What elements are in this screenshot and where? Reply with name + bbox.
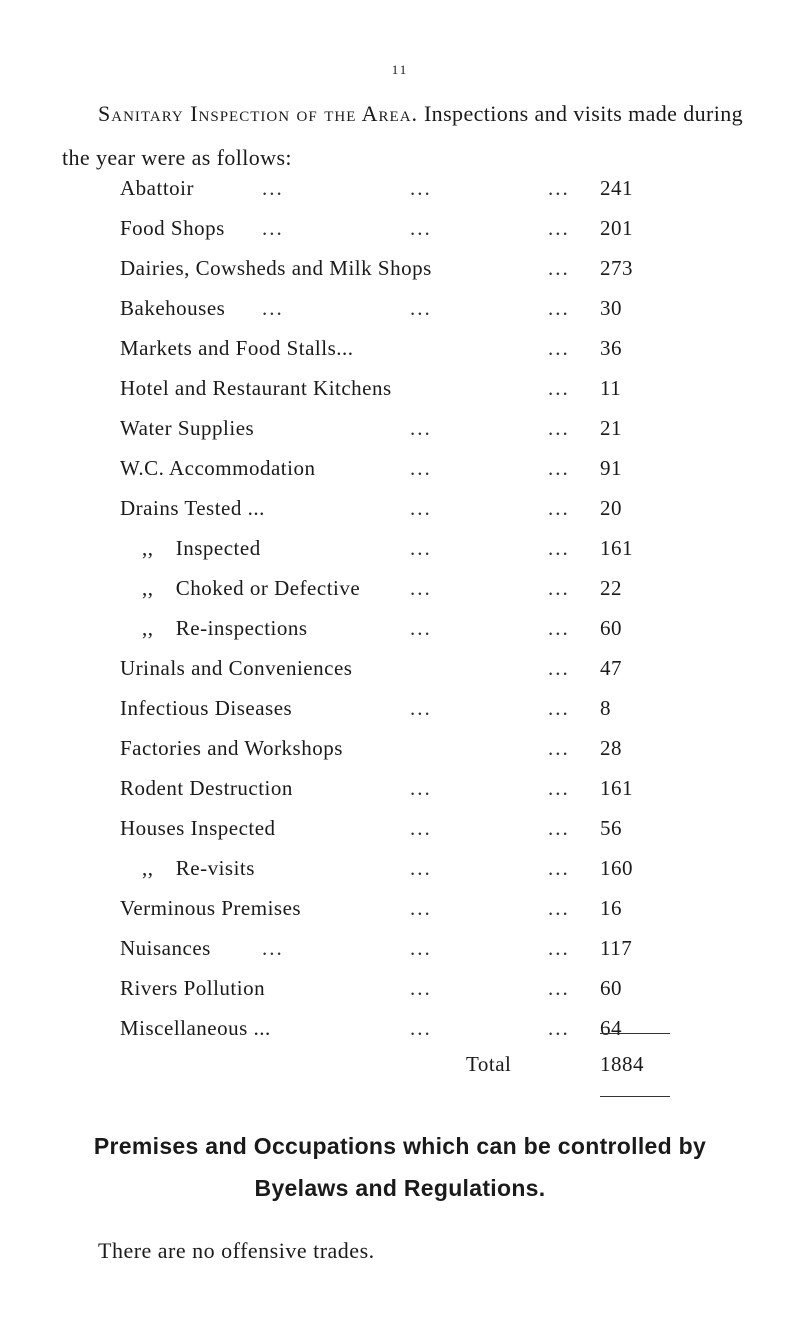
leader-dots: ... [410, 936, 432, 960]
total-rule-bottom [600, 1096, 670, 1097]
leader-dots: ... [548, 256, 570, 280]
table-row [120, 248, 680, 288]
row-label-text: Nuisances [120, 936, 211, 960]
leader-dots: ... [410, 816, 432, 840]
row-value: 160 [600, 856, 633, 880]
leader-dots: ... [548, 1016, 570, 1040]
leader-dots: ... [262, 216, 284, 240]
inspections-list [120, 168, 680, 1048]
row-label-text: Houses Inspected [120, 816, 276, 840]
table-row [120, 688, 680, 728]
leader-dots: ... [548, 816, 570, 840]
row-label [142, 568, 360, 608]
table-row [120, 1008, 680, 1048]
row-label-text: Hotel and Restaurant Kitchens [120, 376, 392, 400]
leader-dots: ... [262, 176, 284, 200]
row-value: 11 [600, 376, 622, 400]
row-label [120, 1008, 271, 1048]
leader-dots: ... [548, 656, 570, 680]
table-row [120, 168, 680, 208]
section-title-line1: Premises and Occupations which can be controlled by [93, 1133, 707, 1159]
leader-dots: ... [410, 176, 432, 200]
row-value: 117 [600, 936, 633, 960]
leader-dots: ... [548, 376, 570, 400]
row-label-text: Bakehouses [120, 296, 226, 320]
table-row [120, 288, 680, 328]
table-row [120, 488, 680, 528]
table-row [120, 528, 680, 568]
ditto-mark: ,, [142, 616, 154, 640]
intro-text: Inspections and visits made during the year were as follows: [62, 101, 744, 170]
leader-dots: ... [548, 536, 570, 560]
row-label [120, 408, 254, 448]
row-label-text: Abattoir [120, 176, 194, 200]
leader-dots: ... [548, 736, 570, 760]
row-label-text: Choked or Defective [175, 576, 361, 600]
leader-dots: ... [410, 976, 432, 1000]
leader-dots: ... [548, 976, 570, 1000]
leader-dots: ... [548, 176, 570, 200]
total-rule-top [600, 1033, 670, 1034]
leader-dots: ... [548, 856, 570, 880]
row-label [142, 528, 261, 568]
table-row [120, 448, 680, 488]
leader-dots: ... [548, 776, 570, 800]
table-row [120, 848, 680, 888]
row-value: 201 [600, 216, 633, 240]
row-label-text: Markets and Food Stalls... [120, 336, 354, 360]
row-label [142, 608, 308, 648]
table-row [120, 728, 680, 768]
row-label-text: W.C. Accommodation [120, 456, 316, 480]
leader-dots: ... [548, 296, 570, 320]
leader-dots: ... [548, 496, 570, 520]
section-title [0, 1125, 800, 1209]
leader-dots: ... [410, 496, 432, 520]
row-label-text: Infectious Diseases [120, 696, 293, 720]
leader-dots: ... [410, 616, 432, 640]
table-row [120, 888, 680, 928]
row-value: 161 [600, 776, 633, 800]
row-label [120, 328, 354, 368]
row-value: 47 [600, 656, 622, 680]
table-row [120, 568, 680, 608]
row-label-text: Food Shops [120, 216, 225, 240]
table-row [120, 928, 680, 968]
row-value: 16 [600, 896, 622, 920]
leader-dots: ... [548, 696, 570, 720]
row-label [120, 888, 301, 928]
row-label-text: Rodent Destruction [120, 776, 293, 800]
row-label-text: Inspected [175, 536, 261, 560]
table-row [120, 408, 680, 448]
row-label [120, 368, 392, 408]
row-value: 20 [600, 496, 622, 520]
ditto-mark: ,, [142, 536, 154, 560]
leader-dots: ... [548, 936, 570, 960]
row-label [120, 928, 211, 968]
row-label [120, 288, 225, 328]
row-label-text: Re-visits [175, 856, 255, 880]
ditto-mark: ,, [142, 856, 154, 880]
row-label [120, 688, 292, 728]
leader-dots: ... [548, 576, 570, 600]
intro-paragraph [62, 92, 762, 180]
row-label [120, 448, 315, 488]
table-row [120, 328, 680, 368]
leader-dots: ... [410, 296, 432, 320]
row-label-text: Drains Tested ... [120, 496, 265, 520]
page-number: 11 [391, 62, 409, 77]
row-label-text: Re-inspections [175, 616, 308, 640]
row-label [120, 648, 352, 688]
row-value: 21 [600, 416, 622, 440]
table-row [120, 768, 680, 808]
leader-dots: ... [410, 1016, 432, 1040]
row-value: 36 [600, 336, 622, 360]
row-label-text: Dairies, Cowsheds and Milk Shops [120, 256, 432, 280]
row-label-text: Verminous Premises [120, 896, 302, 920]
table-row [120, 808, 680, 848]
table-row [120, 368, 680, 408]
leader-dots: ... [410, 536, 432, 560]
leader-dots: ... [548, 336, 570, 360]
total-label: Total [466, 1052, 512, 1076]
leader-dots: ... [548, 456, 570, 480]
section-title-line2: Byelaws and Regulations. [254, 1175, 546, 1201]
leader-dots: ... [410, 776, 432, 800]
leader-dots: ... [548, 616, 570, 640]
row-label [120, 208, 225, 248]
row-label [120, 248, 432, 288]
row-label-text: Water Supplies [120, 416, 255, 440]
row-label [142, 848, 255, 888]
row-label [120, 808, 276, 848]
row-label [120, 168, 194, 208]
row-value: 60 [600, 616, 622, 640]
row-label-text: Factories and Workshops [120, 736, 343, 760]
table-row [120, 648, 680, 688]
row-label-text: Miscellaneous ... [120, 1016, 271, 1040]
row-value: 241 [600, 176, 633, 200]
leader-dots: ... [548, 416, 570, 440]
leader-dots: ... [410, 696, 432, 720]
leader-dots: ... [410, 896, 432, 920]
row-value: 22 [600, 576, 622, 600]
row-value: 60 [600, 976, 622, 1000]
section-heading: Sanitary Inspection of the Area. [98, 101, 419, 126]
leader-dots: ... [410, 456, 432, 480]
leader-dots: ... [262, 936, 284, 960]
row-label [120, 488, 265, 528]
ditto-mark: ,, [142, 576, 154, 600]
leader-dots: ... [410, 216, 432, 240]
row-value: 28 [600, 736, 622, 760]
leader-dots: ... [410, 576, 432, 600]
table-row [120, 608, 680, 648]
table-row [120, 208, 680, 248]
row-value: 273 [600, 256, 633, 280]
leader-dots: ... [548, 216, 570, 240]
leader-dots: ... [262, 296, 284, 320]
row-value: 8 [600, 696, 611, 720]
row-value: 30 [600, 296, 622, 320]
row-label-text: Rivers Pollution [120, 976, 266, 1000]
note-text: There are no offensive trades. [98, 1238, 375, 1263]
table-row [120, 968, 680, 1008]
total-value: 1884 [600, 1052, 644, 1076]
row-value: 91 [600, 456, 622, 480]
row-value: 161 [600, 536, 633, 560]
row-label [120, 968, 265, 1008]
total-row [120, 1044, 680, 1084]
row-label-text: Urinals and Conveniences [120, 656, 353, 680]
leader-dots: ... [410, 416, 432, 440]
row-label [120, 768, 293, 808]
leader-dots: ... [410, 856, 432, 880]
row-value: 64 [600, 1016, 622, 1040]
row-label [120, 728, 343, 768]
leader-dots: ... [548, 896, 570, 920]
row-value: 56 [600, 816, 622, 840]
